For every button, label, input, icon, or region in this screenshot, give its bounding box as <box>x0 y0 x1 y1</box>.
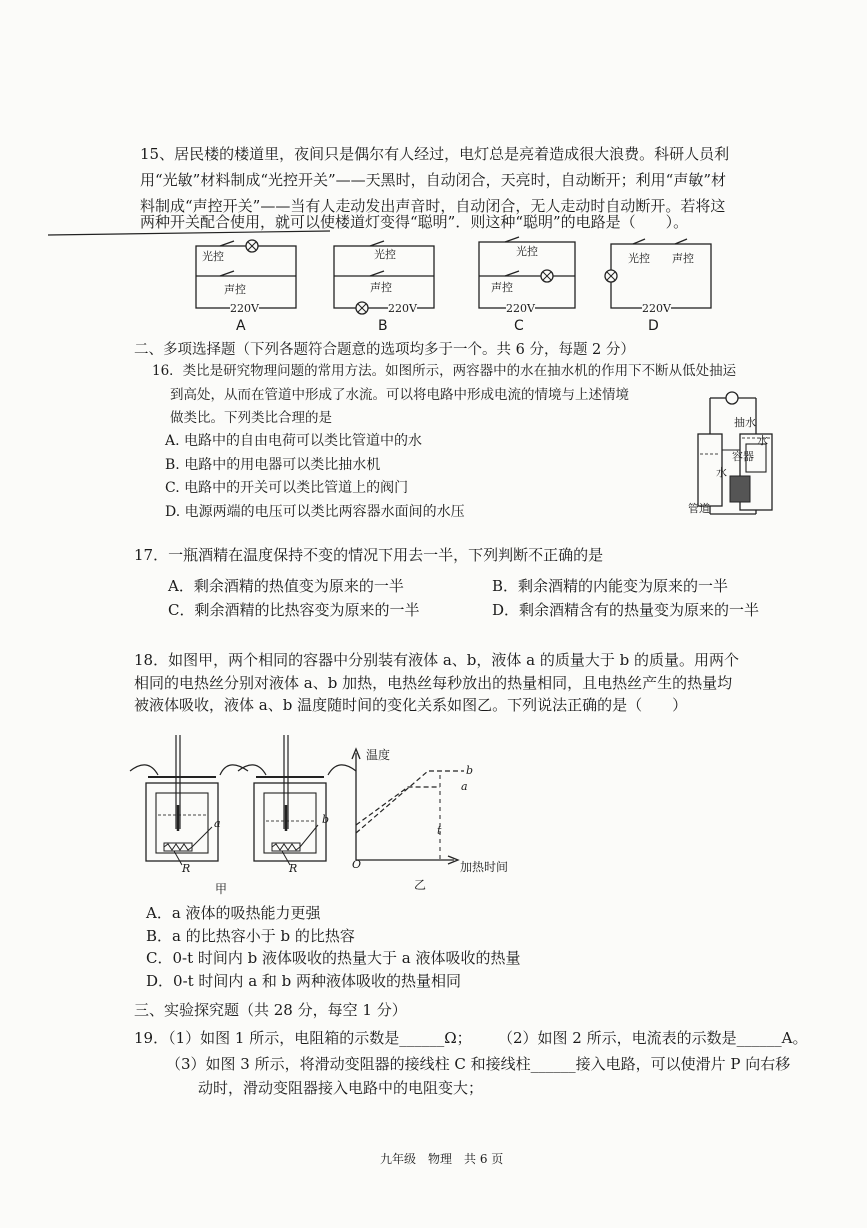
q16-water-label-left: 水 <box>716 466 727 479</box>
q18-yi-caption: 乙 <box>414 878 427 892</box>
q18-resistor-label-left: R <box>182 862 191 875</box>
circuit-b-source: 220V <box>388 302 417 315</box>
q17-option-c: C．剩余酒精的比热容变为原来的一半 <box>168 601 420 619</box>
circuit-c-label: C <box>514 318 524 334</box>
q15-line-2: 用“光敏”材料制成“光控开关”——天黑时，自动闭合，天亮时，自动断开；利用“声敏”材 <box>140 171 727 189</box>
q16-line-2: 到高处，从而在管道中形成了水流。可以将电路中形成电流的情境与上述情境 <box>170 387 629 403</box>
q16-option-b: B. 电路中的用电器可以类比抽水机 <box>165 457 381 473</box>
q18-option-b: B．a 的比热容小于 b 的比热容 <box>146 927 355 945</box>
q19-part-3-line-1: （3）如图 3 所示，将滑动变阻器的接线柱 C 和接线柱______接入电路，可以使滑片 P 向右移 <box>166 1055 791 1073</box>
q16-pump-label: 抽水 <box>734 416 756 429</box>
q18-option-a: A．a 液体的吸热能力更强 <box>146 904 321 922</box>
q16-container-label: 容器 <box>732 450 754 463</box>
q18-option-c: C．0-t 时间内 b 液体吸收的热量大于 a 液体吸收的热量 <box>146 949 521 967</box>
q17-option-d: D．剩余酒精含有的热量变为原来的一半 <box>492 601 760 619</box>
q18-graph-series-b: b <box>466 764 474 777</box>
q18-liquid-a-label: a <box>214 817 221 830</box>
circuit-a-switch2: 声控 <box>224 283 246 296</box>
q16-option-c: C. 电路中的开关可以类比管道上的阀门 <box>165 480 409 496</box>
q18-graph-t: t <box>437 824 442 837</box>
circuit-b-switch2: 声控 <box>370 281 392 294</box>
circuit-d-source: 220V <box>642 302 671 315</box>
circuit-d-switch2: 声控 <box>672 252 694 265</box>
scan-mark-line <box>0 228 867 238</box>
circuit-d-label: D <box>648 318 659 334</box>
section-2-heading: 二、多项选择题（下列各题符合题意的选项均多于一个。共 6 分，每题 2 分） <box>134 342 635 358</box>
circuit-d-switch1: 光控 <box>628 252 650 265</box>
circuit-b-switch1: 光控 <box>374 248 396 261</box>
q16-pipe-label: 管道 <box>688 502 710 515</box>
q19-part-3-line-2: 动时，滑动变阻器接入电路中的电阻变大； <box>198 1079 484 1097</box>
circuit-b-label: B <box>378 318 388 334</box>
q16-water-label-right: 水 <box>757 434 768 447</box>
q19-part-1: 19．（1）如图 1 所示，电阻箱的示数是______Ω； <box>134 1029 472 1047</box>
page-footer: 九年级 物理 共 6 页 <box>380 1152 504 1166</box>
circuit-a-source: 220V <box>230 302 259 315</box>
q18-option-d: D．0-t 时间内 a 和 b 两种液体吸收的热量相同 <box>146 972 462 990</box>
q19-part-2: （2）如图 2 所示，电流表的示数是______A。 <box>498 1029 808 1047</box>
q18-graph-series-a: a <box>461 780 468 793</box>
q17-option-a: A．剩余酒精的热值变为原来的一半 <box>168 577 404 595</box>
q18-line-1: 18．如图甲，两个相同的容器中分别装有液体 a、b，液体 a 的质量大于 b 的质量。用两个 <box>134 651 740 669</box>
circuit-a-label: A <box>236 318 246 334</box>
q18-jia-caption: 甲 <box>215 882 228 896</box>
q18-containers-drawing <box>128 735 358 875</box>
q16-option-d: D. 电源两端的电压可以类比两容器水面间的水压 <box>165 504 465 520</box>
q18-line-3: 被液体吸收，液体 a、b 温度随时间的变化关系如图乙。下列说法正确的是（ ） <box>134 696 688 714</box>
circuit-c-switch1: 光控 <box>516 245 538 258</box>
q18-resistor-label-right: R <box>289 862 298 875</box>
q15-line-1: 15、居民楼的楼道里，夜间只是偶尔有人经过，电灯总是亮着造成很大浪费。科研人员利 <box>140 145 730 163</box>
circuit-c-source: 220V <box>506 302 535 315</box>
circuit-a-switch1: 光控 <box>202 250 224 263</box>
q16-line-3: 做类比。下列类比合理的是 <box>170 410 332 426</box>
q15-line-3: 料制成“声控开关”——当有人走动发出声音时，自动闭合，无人走动时自动断开。若将这 <box>140 197 726 215</box>
circuit-c-switch2: 声控 <box>491 281 513 294</box>
q18-temperature-graph <box>348 745 518 875</box>
q17-option-b: B．剩余酒精的内能变为原来的一半 <box>492 577 729 595</box>
q18-graph-xlabel: 加热时间 <box>460 860 509 874</box>
q18-line-2: 相同的电热丝分别对液体 a、b 加热，电热丝每秒放出的热量相同，且电热丝产生的热量均 <box>134 674 733 692</box>
q18-liquid-b-label: b <box>322 813 330 826</box>
q15-line-4: 两种开关配合使用，就可以使楼道灯变得“聪明”．则这种“聪明”的电路是（ ）。 <box>140 213 689 231</box>
q17-stem: 17．一瓶酒精在温度保持不变的情况下用去一半，下列判断不正确的是 <box>134 546 604 564</box>
q18-graph-ylabel: 温度 <box>366 748 391 762</box>
q16-option-a: A. 电路中的自由电荷可以类比管道中的水 <box>165 433 423 449</box>
q16-line-1: 16．类比是研究物理问题的常用方法。如图所示，两容器中的水在抽水机的作用下不断从低处抽运 <box>152 363 737 379</box>
q18-graph-origin: O <box>352 858 362 871</box>
section-3-heading: 三、实验探究题（共 28 分，每空 1 分） <box>134 1001 407 1019</box>
